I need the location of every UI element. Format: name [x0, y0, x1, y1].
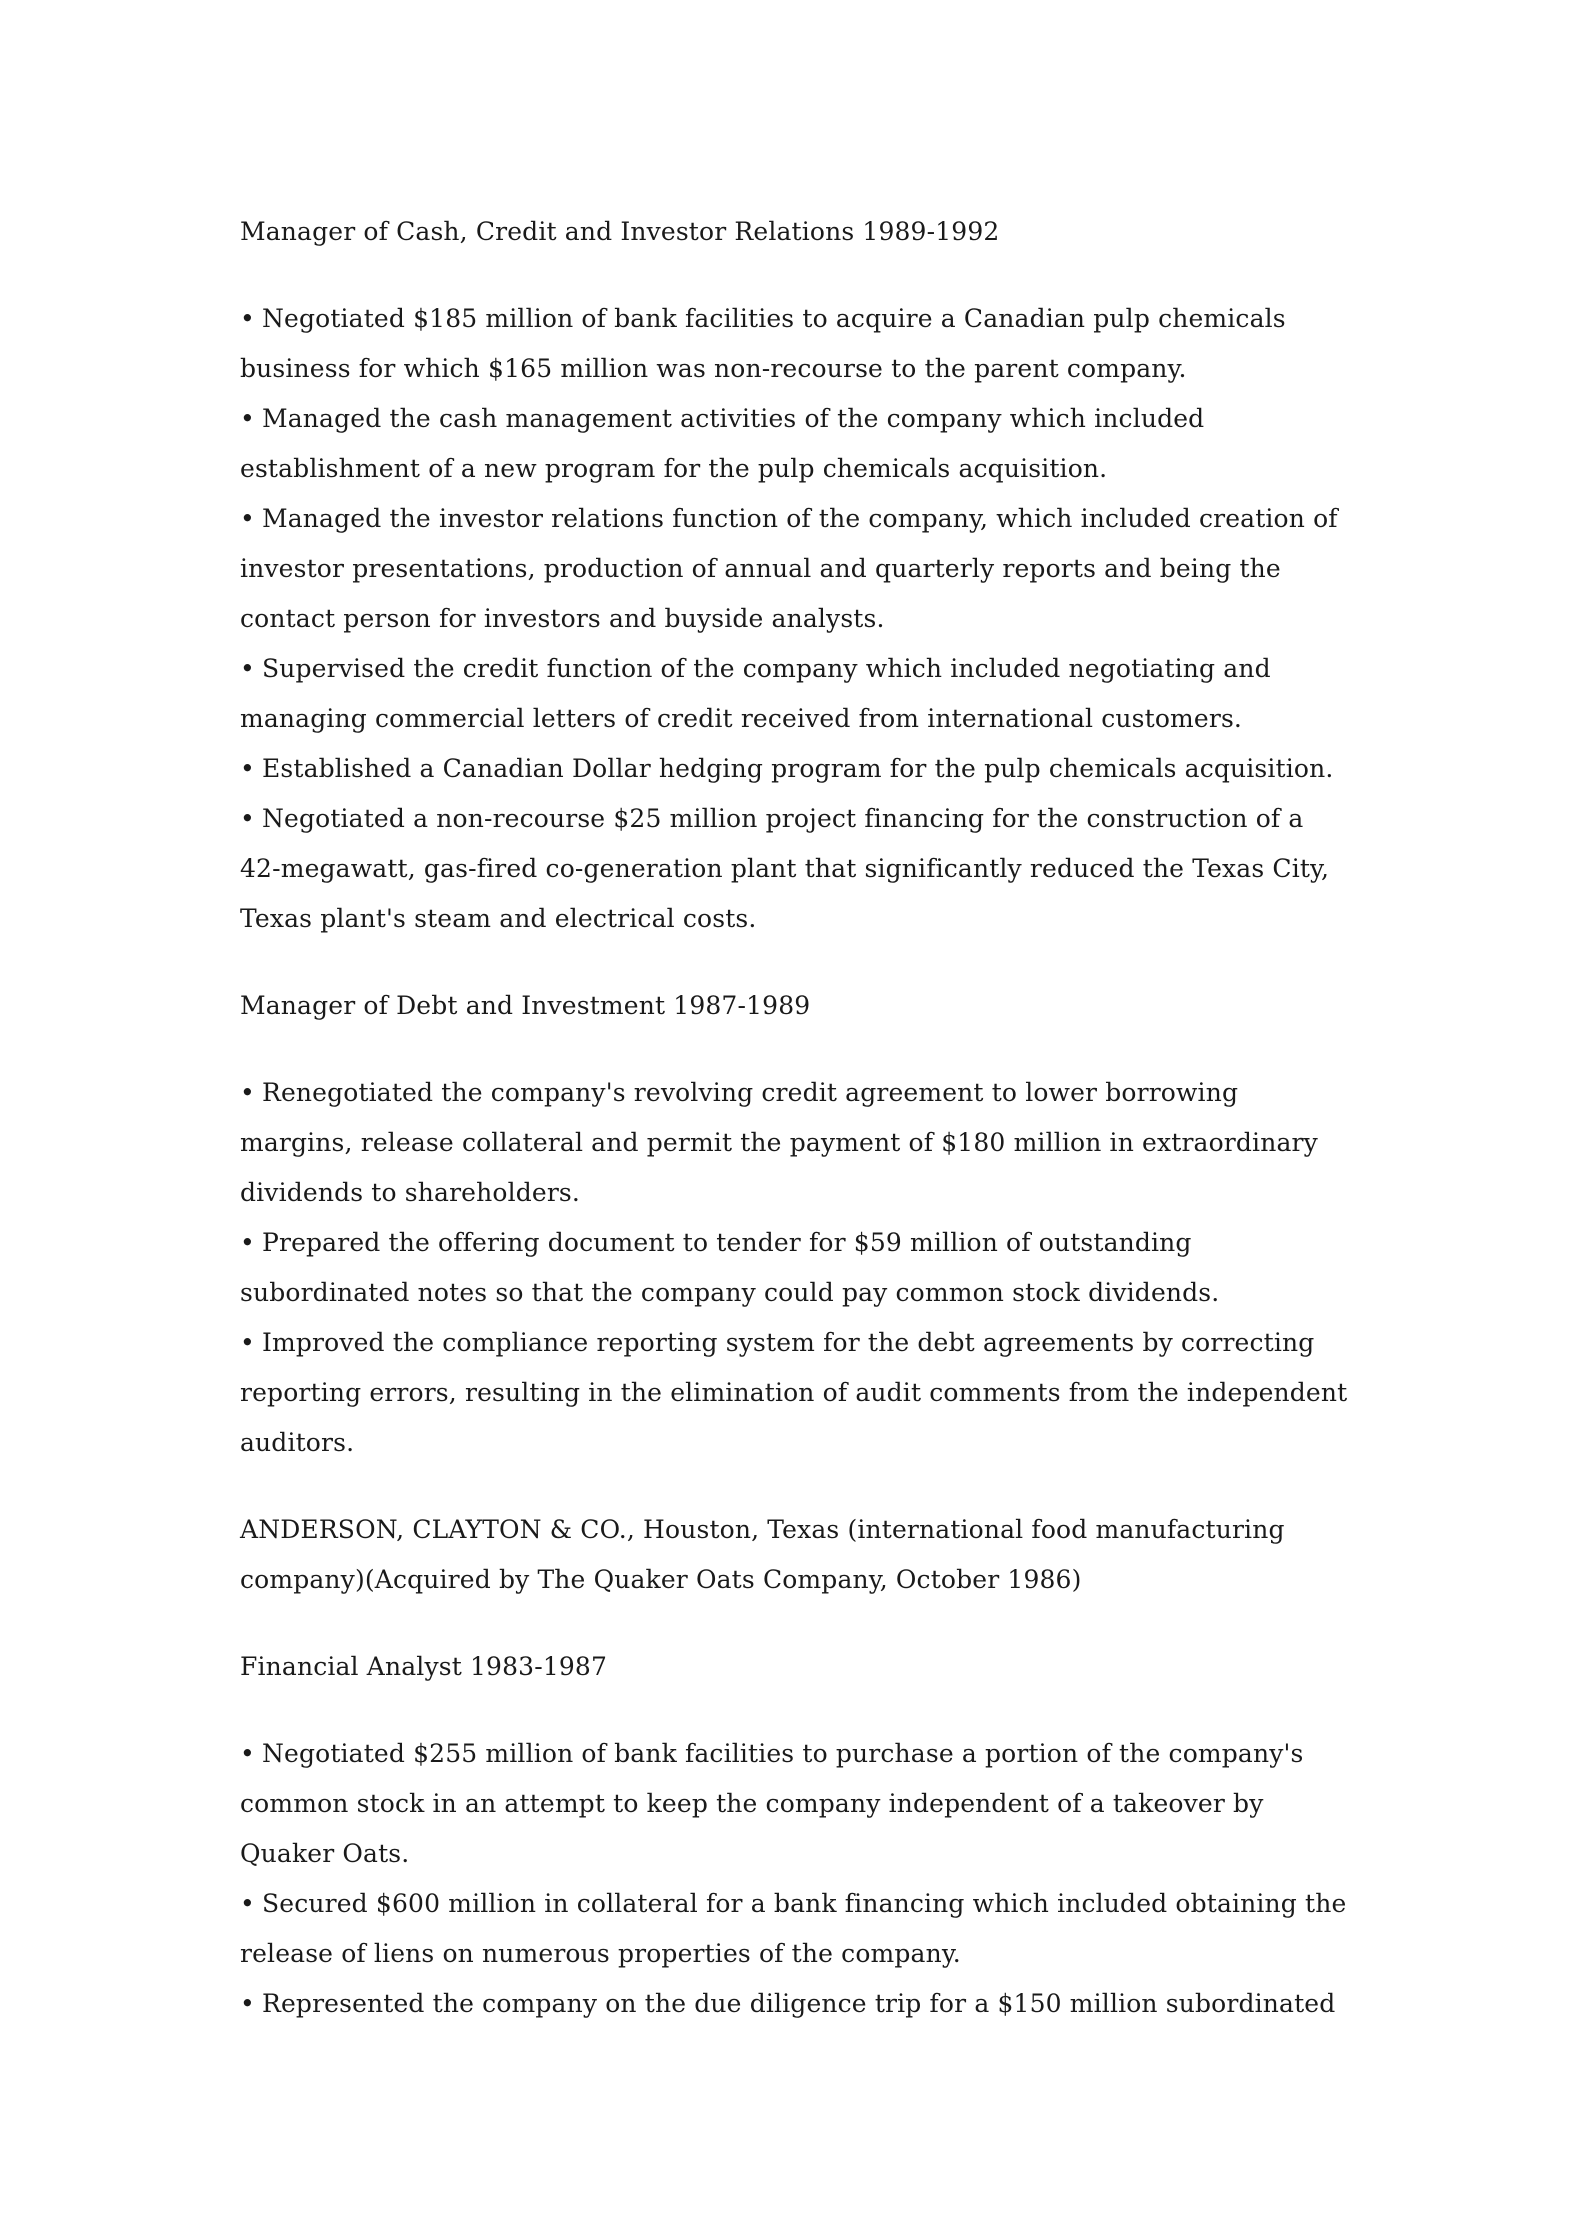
bullet-text: Managed the cash management activities of the company which included establishment of a new program for the pulp chemicals acquisition.	[240, 404, 1205, 483]
bullet-icon: •	[240, 654, 255, 683]
bullet-text: Represented the company on the due diligence trip for a $150 million subordinated	[262, 1989, 1336, 2018]
bullet-text: Established a Canadian Dollar hedging program for the pulp chemicals acquisition.	[262, 754, 1334, 783]
bullet-item	[240, 1879, 1350, 1979]
bullet-text: Negotiated a non-recourse $25 million project financing for the construction of a 42-megawatt, gas-fired co-generation plant that significantly reduced the Texas City, Texas plant's steam and electrical costs.	[240, 804, 1330, 933]
bullet-text: Negotiated $185 million of bank facilities to acquire a Canadian pulp chemicals business for which $165 million was non-recourse to the parent company.	[240, 304, 1286, 383]
section-heading-financial-analyst: Financial Analyst 1983-1987	[240, 1652, 608, 1681]
bullet-item	[240, 394, 1350, 494]
bullet-icon: •	[240, 404, 255, 433]
bullet-text: Managed the investor relations function of the company, which included creation of investor presentations, production of annual and quarterly reports and being the contact person for investors and buyside analysts.	[240, 504, 1338, 633]
bullet-icon: •	[240, 304, 255, 333]
bullet-item	[240, 1729, 1350, 1879]
bullet-text: Supervised the credit function of the company which included negotiating and managing commercial letters of credit received from international customers.	[240, 654, 1271, 733]
bullet-item	[240, 794, 1350, 944]
bullet-icon: •	[240, 1328, 255, 1357]
company-line: ANDERSON, CLAYTON & CO., Houston, Texas (international food manufacturing company)(Acquired by The Quaker Oats Company, October 1986)	[240, 1515, 1285, 1594]
bullet-item	[240, 1979, 1350, 2029]
section-heading-debt-investment: Manager of Debt and Investment 1987-1989	[240, 991, 811, 1020]
bullet-icon: •	[240, 1889, 255, 1918]
spacer	[240, 1605, 1350, 1642]
spacer	[240, 1692, 1350, 1729]
bullet-icon: •	[240, 804, 255, 833]
spacer	[240, 1468, 1350, 1505]
bullet-item	[240, 1068, 1350, 1218]
bullet-text: Prepared the offering document to tender for $59 million of outstanding subordinated notes so that the company could pay common stock dividends.	[240, 1228, 1220, 1307]
resume-page	[240, 207, 1350, 2029]
bullet-icon: •	[240, 1989, 255, 2018]
bullet-item	[240, 494, 1350, 644]
bullet-text: Renegotiated the company's revolving credit agreement to lower borrowing margins, release collateral and permit the payment of $180 million in extraordinary dividends to shareholders.	[240, 1078, 1318, 1207]
bullet-text: Negotiated $255 million of bank facilities to purchase a portion of the company's common stock in an attempt to keep the company independent of a takeover by Quaker Oats.	[240, 1739, 1304, 1868]
bullet-text: Secured $600 million in collateral for a bank financing which included obtaining the release of liens on numerous properties of the company.	[240, 1889, 1347, 1968]
bullet-item	[240, 1218, 1350, 1318]
bullet-text: Improved the compliance reporting system for the debt agreements by correcting reporting errors, resulting in the elimination of audit comments from the independent auditors.	[240, 1328, 1348, 1457]
bullet-item	[240, 744, 1350, 794]
spacer	[240, 944, 1350, 981]
bullet-item	[240, 644, 1350, 744]
bullet-icon: •	[240, 754, 255, 783]
bullet-icon: •	[240, 1739, 255, 1768]
bullet-icon: •	[240, 504, 255, 533]
bullet-item	[240, 1318, 1350, 1468]
spacer	[240, 1031, 1350, 1068]
bullet-icon: •	[240, 1078, 255, 1107]
section-heading-cash-credit: Manager of Cash, Credit and Investor Relations 1989-1992	[240, 217, 1000, 246]
spacer	[240, 257, 1350, 294]
bullet-icon: •	[240, 1228, 255, 1257]
bullet-item	[240, 294, 1350, 394]
